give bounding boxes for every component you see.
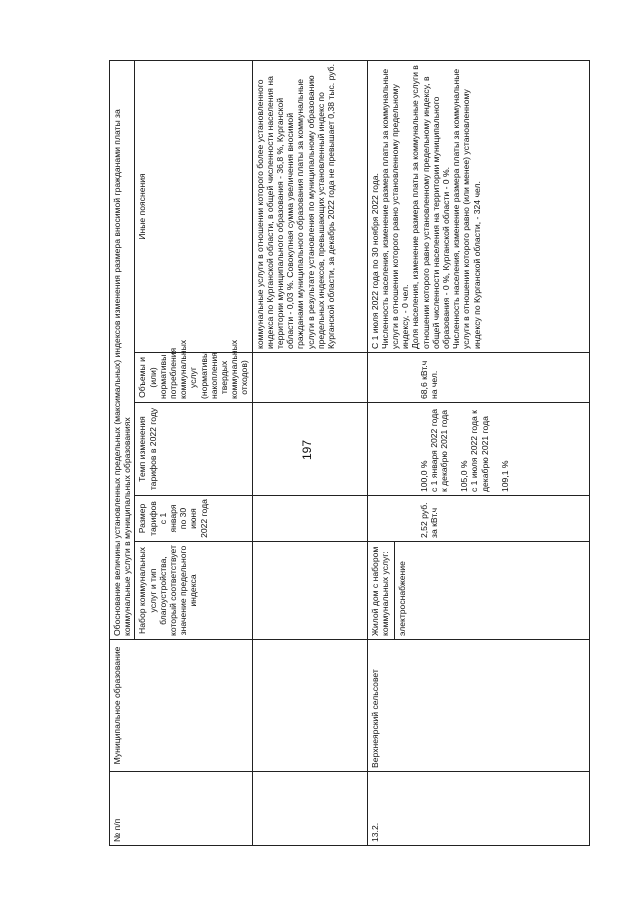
header-row-1	[110, 61, 135, 846]
note-paragraph: Доля населения, изменение размера платы за коммунальные услуги в отношении которого равно установленному предельному индексу, в общей численности населения на территории муниципального образования - 0 %, Курганской области - 0 %.	[410, 65, 452, 349]
row-set	[367, 542, 589, 640]
tariff-value: 2,52 руб. за кВт.ч	[418, 502, 439, 538]
continuation-row	[252, 61, 367, 846]
table-row	[367, 61, 589, 846]
header-rate: Темп изменения тарифов в 2022 году	[135, 403, 252, 496]
row-num: 13.2.	[367, 772, 589, 846]
cell-empty	[252, 496, 367, 542]
row-rate-empty	[367, 403, 589, 496]
volume-value: 68,6 кВт.ч на чел.	[418, 360, 439, 399]
cell-empty	[252, 403, 367, 496]
note-paragraph: Численность населения, изменение размера платы за коммунальные услуги в отношении которого равно (или менее) установленному индексу по Курганской области, - 324 чел.	[451, 68, 482, 349]
service-electricity: электроснабжение	[394, 542, 407, 639]
header-notes: Иные пояснения	[135, 61, 252, 353]
row-municipality: Верхнеярский сельсовет	[367, 640, 589, 772]
header-municipality: Муниципальное образование	[110, 640, 253, 772]
rate-note: с 1 июля 2022 года к декабрю 2021 года	[469, 410, 490, 492]
set-housing: Жилой дом с набором коммунальных услуг:	[369, 546, 390, 636]
note-paragraph: Численность населения, изменение размера платы за коммунальные услуги в отношении которого равно установленному предельному индексу, - 0 чел.	[379, 68, 411, 349]
rate-note: с 1 января 2022 года к декабрю 2021 года	[428, 408, 450, 492]
row-tariff-empty	[367, 496, 589, 542]
continuation-note: коммунальные услуги в отношении которого более установленного индекса по Курганской области, в общей численности населения на территории муниципального образования - 36,8 %, Курганской области - 0,03 %. Совокупная сумма увеличения вносимой гражданами муниципального образования платы за коммунальные услуги в результате установления по муниципальному образованию предельных индексов, превышающих установленный индекс по Курганской области, за декабрь 2022 года не превышает 0,38 тыс. руб.	[252, 61, 367, 353]
rate-value: 109,1 %	[499, 460, 510, 492]
justification-table	[109, 60, 590, 846]
row-notes	[367, 61, 589, 353]
rate-value: 105,0 %	[459, 460, 470, 492]
rotated-table-container	[109, 61, 599, 846]
header-justification: Обоснование величины установленных предельных (максимальных) индексов изменения размера вносимой гражданами платы за коммунальные услуги в муниципальных образованиях	[110, 61, 135, 640]
cell-empty	[252, 353, 367, 403]
page-number: 197	[300, 439, 314, 461]
note-paragraph: С 1 июля 2022 года по 30 ноября 2022 года.	[369, 173, 380, 349]
rate-value: 100,0 %	[418, 460, 429, 492]
header-set: Набор коммунальных услуг и тип благоустройства, который соответствует значение предельного индекса	[135, 542, 252, 640]
header-volumes: Объемы и (или) нормативы потребления коммунальных услуг (нормативы накопления твердых коммунальных отходов)	[135, 353, 252, 403]
cell-empty	[252, 542, 367, 640]
header-num: № п/п	[110, 772, 253, 846]
cell-empty	[252, 772, 367, 846]
row-volume-empty	[367, 353, 589, 403]
cell-empty	[252, 640, 367, 772]
header-tariff: Размер тарифов с 1 января по 30 июня 2022 года	[135, 496, 252, 542]
